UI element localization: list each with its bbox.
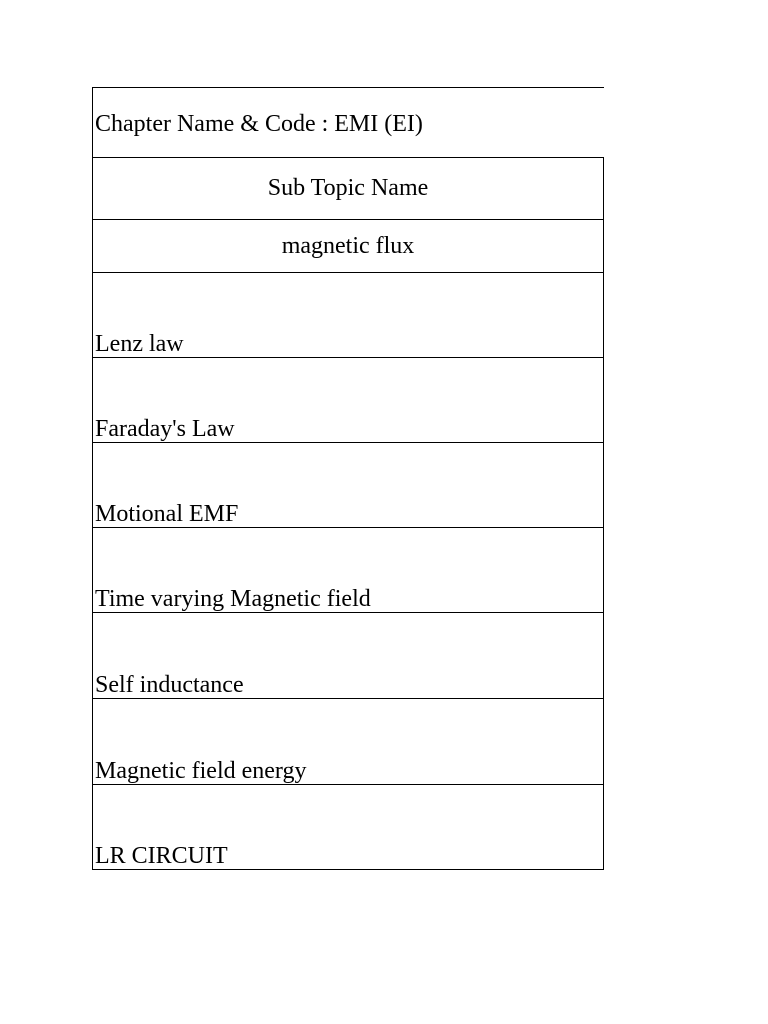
sub-topic-name-header: Sub Topic Name bbox=[267, 175, 429, 201]
table-row bbox=[92, 527, 604, 612]
table-row bbox=[92, 784, 604, 870]
table-row bbox=[92, 442, 604, 527]
sub-topic-time-varying-magnetic-field: Time varying Magnetic field bbox=[95, 586, 371, 612]
sub-topic-self-inductance: Self inductance bbox=[95, 672, 244, 698]
sub-topic-lr-circuit: LR CIRCUIT bbox=[95, 843, 228, 869]
table-row bbox=[92, 272, 604, 357]
chapter-header-cell bbox=[92, 87, 604, 157]
table-row bbox=[92, 357, 604, 442]
sub-topic-magnetic-flux: magnetic flux bbox=[281, 233, 415, 259]
chapter-name-code: Chapter Name & Code : EMI (EI) bbox=[95, 111, 423, 137]
table-row bbox=[92, 698, 604, 784]
table-row bbox=[92, 612, 604, 698]
sub-topic-faradays-law: Faraday's Law bbox=[95, 416, 235, 442]
topic-sheet bbox=[92, 87, 604, 870]
table-row bbox=[92, 219, 604, 272]
sub-topic-motional-emf: Motional EMF bbox=[95, 501, 239, 527]
column-header-cell bbox=[92, 157, 604, 219]
sub-topic-magnetic-field-energy: Magnetic field energy bbox=[95, 758, 307, 784]
sub-topic-lenz-law: Lenz law bbox=[95, 331, 184, 357]
